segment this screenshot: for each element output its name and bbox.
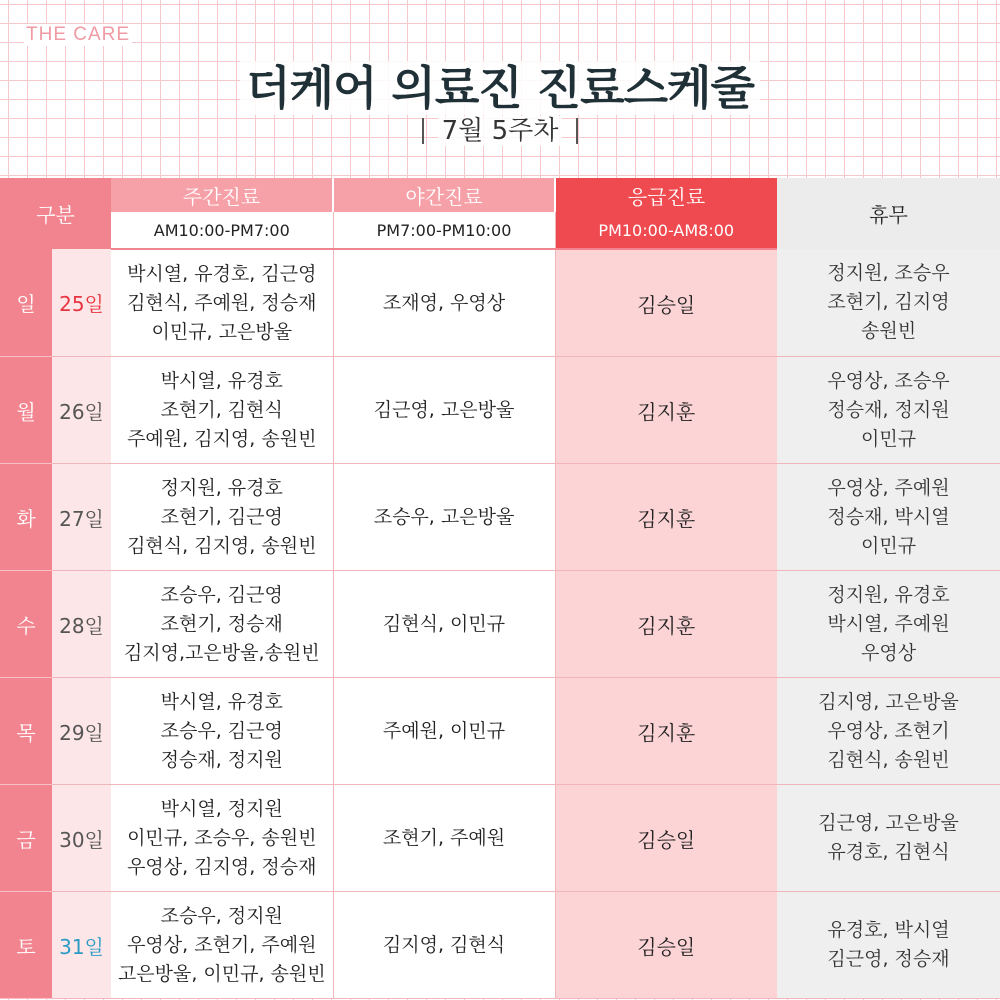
weekday-cell: 화: [0, 464, 52, 571]
weekday-cell: 일: [0, 249, 52, 357]
week-label: 7월 5주차: [438, 116, 563, 146]
off-staff-line: 김근영, 고은방울: [818, 812, 959, 834]
date-cell: 28일: [52, 571, 111, 678]
weekday-cell: 토: [0, 892, 52, 999]
off-staff-line: 이민규: [860, 534, 917, 557]
day-staff-line: 주예원, 김지영, 송원빈: [127, 427, 317, 450]
night-clinic-cell: [333, 464, 555, 571]
night-staff-line: 조재영, 우영상: [382, 291, 506, 314]
day-clinic-cell: [111, 357, 333, 464]
schedule-body: [0, 249, 1000, 999]
night-clinic-cell: [333, 357, 555, 464]
off-staff-line: 우영상, 조승우: [827, 369, 950, 392]
night-staff-line: 조승우, 고은방울: [373, 505, 515, 528]
night-clinic-cell: [333, 892, 555, 999]
day-staff-line: 이민규, 조승우, 송원빈: [127, 826, 317, 849]
emergency-clinic-cell: 김지훈: [555, 678, 777, 785]
day-clinic-cell: [111, 571, 333, 678]
header-day-hours: AM10:00-PM7:00: [111, 212, 333, 249]
day-clinic-cell: [111, 892, 333, 999]
date-cell: 31일: [52, 892, 111, 999]
schedule-row: [0, 571, 1000, 678]
header-emergency-hours: PM10:00-AM8:00: [555, 212, 777, 249]
emergency-clinic-cell: 김지훈: [555, 357, 777, 464]
schedule-row: [0, 892, 1000, 999]
day-off-cell: [777, 785, 1000, 892]
day-staff-line: 조현기, 김현식: [160, 398, 283, 421]
off-staff-line: 정지원, 유경호: [827, 583, 950, 606]
off-staff-line: 김지영, 고은방울: [818, 690, 959, 713]
schedule-row: [0, 678, 1000, 785]
day-clinic-cell: [111, 249, 333, 357]
day-off-cell: [777, 571, 1000, 678]
schedule-row: [0, 357, 1000, 464]
emergency-clinic-cell: 김지훈: [555, 571, 777, 678]
off-staff-line: 이민규: [860, 427, 917, 450]
date-cell: 25일: [52, 249, 111, 357]
brand-logo-text: THE CARE: [26, 24, 131, 45]
off-staff-line: 우영상, 주예원: [827, 476, 950, 499]
day-clinic-cell: [111, 785, 333, 892]
day-staff-line: 박시열, 유경호, 김근영: [127, 262, 317, 285]
day-off-cell: [777, 678, 1000, 785]
header-day-off: 휴무: [777, 178, 1000, 249]
header-night-clinic: 야간진료: [333, 178, 555, 212]
night-staff-line: 주예원, 이민규: [382, 719, 506, 742]
off-staff-line: 정지원, 조승우: [827, 262, 950, 284]
emergency-clinic-cell: 김승일: [555, 785, 777, 892]
weekday-cell: 금: [0, 785, 52, 892]
emergency-clinic-cell: 김지훈: [555, 464, 777, 571]
weekday-cell: 목: [0, 678, 52, 785]
night-staff-line: 조현기, 주예원: [382, 826, 506, 849]
off-staff-line: 김현식, 송원빈: [827, 748, 950, 771]
day-staff-line: 정승재, 정지원: [160, 748, 283, 771]
schedule-table: [0, 178, 1000, 999]
emergency-clinic-cell: 김승일: [555, 892, 777, 999]
day-off-cell: [777, 892, 1000, 999]
subtitle-right-bar: [576, 118, 578, 144]
night-staff-line: 김근영, 고은방울: [373, 398, 515, 421]
day-staff-line: 조승우, 김근영: [160, 719, 283, 742]
day-clinic-cell: [111, 464, 333, 571]
day-staff-line: 우영상, 조현기, 주예원: [127, 933, 317, 956]
schedule-row: [0, 249, 1000, 357]
day-staff-line: 조승우, 정지원: [160, 904, 283, 927]
emergency-clinic-cell: 김승일: [555, 249, 777, 357]
off-staff-line: 박시열, 주예원: [827, 612, 950, 635]
weekday-cell: 월: [0, 357, 52, 464]
off-staff-line: 조현기, 김지영: [827, 291, 950, 313]
day-staff-line: 우영상, 김지영, 정승재: [127, 855, 317, 878]
day-off-cell: [777, 357, 1000, 464]
day-staff-line: 조현기, 김근영: [160, 505, 283, 528]
night-clinic-cell: [333, 678, 555, 785]
page-title-text: 더케어 의료진 진료스케줄: [240, 61, 760, 115]
day-staff-line: 이민규, 고은방울: [151, 320, 293, 343]
subtitle-left-bar: [422, 118, 424, 144]
night-clinic-cell: [333, 249, 555, 357]
day-off-cell: [777, 464, 1000, 571]
night-staff-line: 김현식, 이민규: [382, 612, 506, 635]
header-emergency-clinic: 응급진료: [555, 178, 777, 212]
page-subtitle: [0, 112, 1000, 149]
header-night-hours: PM7:00-PM10:00: [333, 212, 555, 249]
day-staff-line: 박시열, 유경호: [160, 369, 283, 392]
night-clinic-cell: [333, 785, 555, 892]
day-off-cell: [777, 249, 1000, 357]
off-staff-line: 우영상: [860, 641, 917, 664]
off-staff-line: 송원빈: [860, 320, 917, 342]
off-staff-line: 정승재, 박시열: [827, 505, 950, 528]
day-staff-line: 조현기, 정승재: [160, 612, 283, 635]
schedule-row: [0, 785, 1000, 892]
off-staff-line: 유경호, 김현식: [827, 841, 950, 863]
off-staff-line: 유경호, 박시열: [827, 919, 950, 941]
header-day-clinic: 주간진료: [111, 178, 333, 212]
schedule-row: [0, 464, 1000, 571]
day-staff-line: 고은방울, 이민규, 송원빈: [117, 962, 326, 985]
date-cell: 27일: [52, 464, 111, 571]
off-staff-line: 정승재, 정지원: [827, 398, 950, 421]
page-title: [0, 52, 1000, 118]
day-staff-line: 박시열, 유경호: [160, 690, 283, 713]
day-staff-line: 조승우, 김근영: [160, 583, 283, 606]
off-staff-line: 김근영, 정승재: [827, 948, 950, 970]
date-cell: 26일: [52, 357, 111, 464]
night-staff-line: 김지영, 김현식: [382, 933, 506, 956]
day-staff-line: 김현식, 주예원, 정승재: [127, 291, 317, 314]
night-clinic-cell: [333, 571, 555, 678]
day-clinic-cell: [111, 678, 333, 785]
day-staff-line: 김현식, 김지영, 송원빈: [127, 534, 317, 557]
off-staff-line: 우영상, 조현기: [827, 719, 950, 742]
day-staff-line: 박시열, 정지원: [160, 797, 283, 820]
day-staff-line: 김지영,고은방울,송원빈: [123, 641, 320, 664]
date-cell: 29일: [52, 678, 111, 785]
date-cell: 30일: [52, 785, 111, 892]
header-gubun: 구분: [0, 178, 111, 249]
weekday-cell: 수: [0, 571, 52, 678]
day-staff-line: 정지원, 유경호: [160, 476, 283, 499]
